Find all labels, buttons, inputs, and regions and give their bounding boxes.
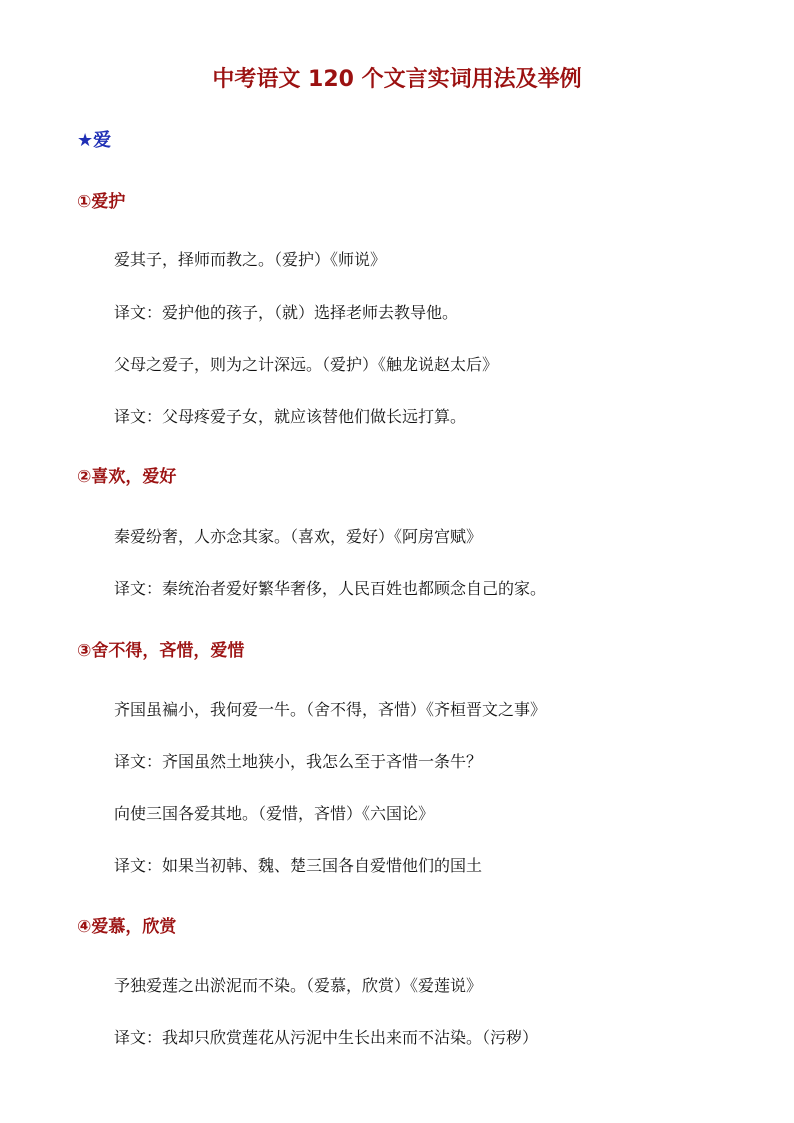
word-heading: ★爱 xyxy=(77,130,112,151)
example-line: 予独爱莲之出淤泥而不染。（爱慕，欣赏）《爱莲说》 xyxy=(114,976,483,995)
example-line: 向使三国各爱其地。（爱惜，吝惜）《六国论》 xyxy=(114,804,435,823)
translation-line: 译文：齐国虽然土地狭小，我怎么至于吝惜一条牛？ xyxy=(114,752,483,771)
sense-heading-3: ③舍不得，吝惜，爱惜 xyxy=(77,641,245,661)
sense-heading-4: ④爱慕，欣赏 xyxy=(77,917,177,937)
example-line: 秦爱纷奢，人亦念其家。（喜欢，爱好）《阿房宫赋》 xyxy=(114,527,483,546)
translation-line: 译文：爱护他的孩子，（就）选择老师去教导他。 xyxy=(114,303,459,322)
translation-line: 译文：秦统治者爱好繁华奢侈，人民百姓也都顾念自己的家。 xyxy=(114,579,547,598)
sense-heading-2: ②喜欢，爱好 xyxy=(77,467,177,487)
translation-line: 译文：父母疼爱子女，就应该替他们做长远打算。 xyxy=(114,407,467,426)
translation-line: 译文：我却只欣赏莲花从污泥中生长出来而不沾染。（污秽） xyxy=(114,1028,539,1047)
example-line: 齐国虽褊小，我何爱一牛。（舍不得，吝惜）《齐桓晋文之事》 xyxy=(114,700,547,719)
sense-heading-1: ①爱护 xyxy=(77,192,126,212)
example-line: 父母之爱子，则为之计深远。（爱护）《触龙说赵太后》 xyxy=(114,355,499,374)
example-line: 爱其子，择师而教之。（爱护）《师说》 xyxy=(114,250,387,269)
translation-line: 译文：如果当初韩、魏、楚三国各自爱惜他们的国土 xyxy=(114,856,483,875)
page-title: 中考语文 120 个文言实词用法及举例 xyxy=(212,67,582,92)
